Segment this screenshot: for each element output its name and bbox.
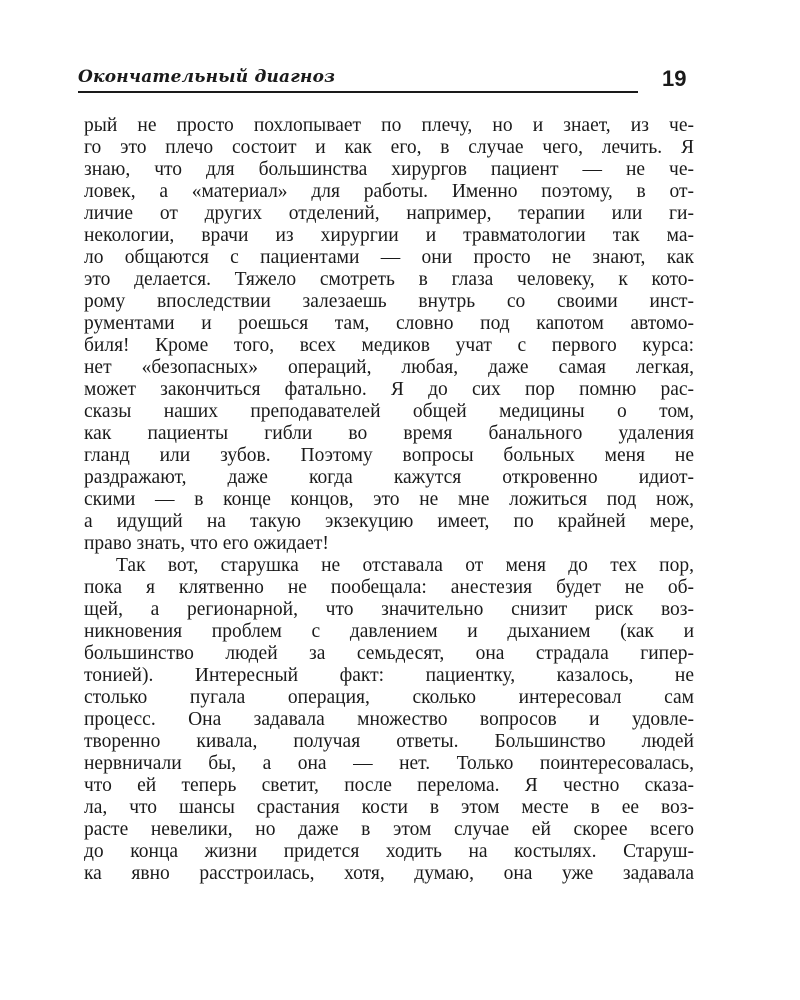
text-line: что ей теперь светит, после перелома. Я честно сказа- bbox=[84, 775, 694, 796]
text-line: может закончиться фатально. Я до сих пор помню рас- bbox=[84, 379, 694, 400]
page-number: 19 bbox=[662, 66, 687, 91]
text-line: рументами и роешься там, словно под капотом автомо- bbox=[84, 313, 694, 334]
text-line: щей, а регионарной, что значительно снизит риск воз- bbox=[84, 599, 694, 620]
text-line: расте невелики, но даже в этом случае ей скорее всего bbox=[84, 819, 694, 840]
running-title: Окончательный диагноз bbox=[78, 67, 336, 87]
text-line: большинство людей за семьдесят, она страдала гипер- bbox=[84, 643, 694, 664]
text-line: сказы наших преподавателей общей медицины о том, bbox=[84, 401, 694, 422]
text-line: это делается. Тяжело смотреть в глаза человеку, к кото- bbox=[84, 269, 694, 290]
text-line: знаю, что для большинства хирургов пациент — не че- bbox=[84, 159, 694, 180]
body-text bbox=[84, 115, 694, 885]
text-line: некологии, врачи из хирургии и травматологии так ма- bbox=[84, 225, 694, 246]
text-line: Так вот, старушка не отставала от меня до тех пор, bbox=[116, 555, 694, 576]
text-line: ла, что шансы срастания кости в этом месте в ее воз- bbox=[84, 797, 694, 818]
text-line: до конца жизни придется ходить на костылях. Старуш- bbox=[84, 841, 694, 862]
text-line: гланд или зубов. Поэтому вопросы больных меня не bbox=[84, 445, 694, 466]
text-line: скими — в конце концов, это не мне ложиться под нож, bbox=[84, 489, 694, 510]
text-line: как пациенты гибли во время банального удаления bbox=[84, 423, 694, 444]
text-line: ка явно расстроилась, хотя, думаю, она уже задавала bbox=[84, 863, 694, 884]
text-line: а идущий на такую экзекуцию имеет, по крайней мере, bbox=[84, 511, 694, 532]
text-line: никновения проблем с давлением и дыханием (как и bbox=[84, 621, 694, 642]
text-line: столько пугала операция, сколько интересовал сам bbox=[84, 687, 694, 708]
text-line: процесс. Она задавала множество вопросов и удовле- bbox=[84, 709, 694, 730]
text-line: раздражают, даже когда кажутся откровенно идиот- bbox=[84, 467, 694, 488]
text-line: нет «безопасных» операций, любая, даже самая легкая, bbox=[84, 357, 694, 378]
text-line: биля! Кроме того, всех медиков учат с первого курса: bbox=[84, 335, 694, 356]
text-line: го это плечо состоит и как его, в случае чего, лечить. Я bbox=[84, 137, 694, 158]
text-line: рый не просто похлопывает по плечу, но и знает, из че- bbox=[84, 115, 694, 136]
text-line: право знать, что его ожидает! bbox=[84, 533, 329, 554]
text-line: ло общаются с пациентами — они просто не знают, как bbox=[84, 247, 694, 268]
text-line: пока я клятвенно не пообещала: анестезия будет не об- bbox=[84, 577, 694, 598]
text-line: ловек, а «материал» для работы. Именно поэтому, в от- bbox=[84, 181, 694, 202]
text-line: творенно кивала, получая ответы. Большинство людей bbox=[84, 731, 694, 752]
text-line: нервничали бы, а она — нет. Только поинтересовалась, bbox=[84, 753, 694, 774]
text-line: тонией). Интересный факт: пациентку, казалось, не bbox=[84, 665, 694, 686]
text-line: личие от других отделений, например, терапии или ги- bbox=[84, 203, 694, 224]
text-line: рому впоследствии залезаешь внутрь со своими инст- bbox=[84, 291, 694, 312]
running-head bbox=[78, 63, 638, 93]
